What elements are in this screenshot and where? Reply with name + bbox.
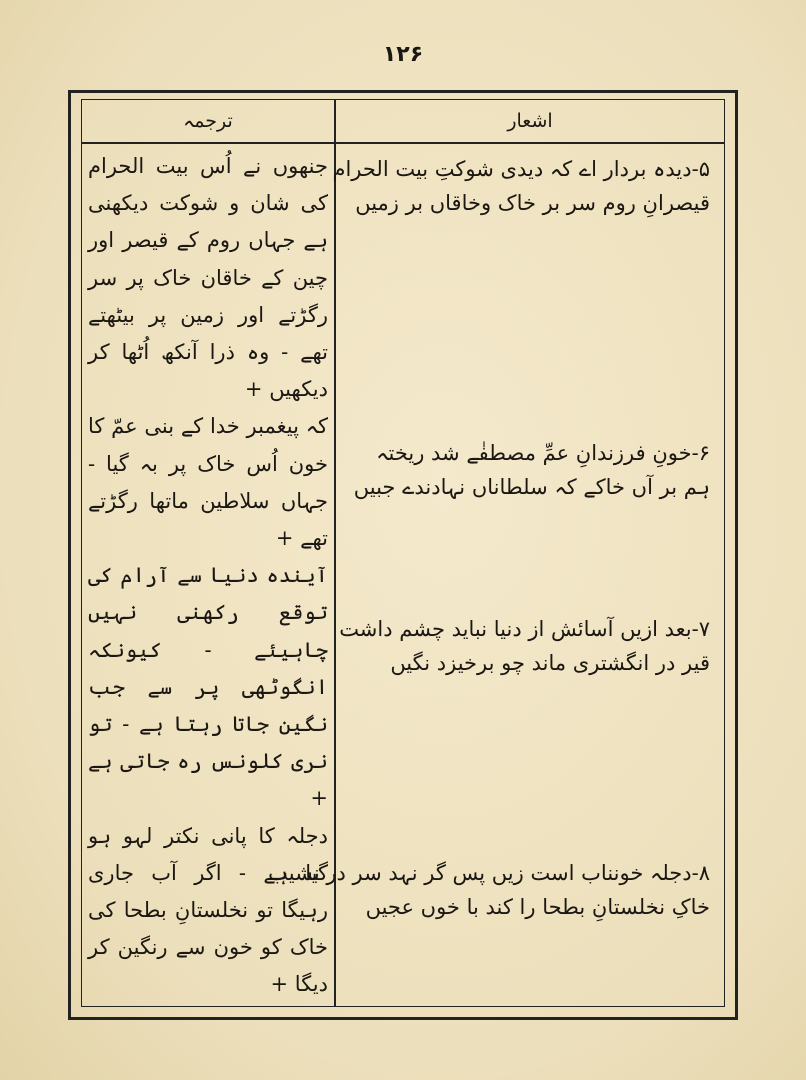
page-border-outer — [68, 90, 738, 1020]
verse-line: خاکِ نخلستانِ بطحا را کند با خوں عجیں — [365, 895, 710, 919]
table — [81, 99, 725, 1007]
verse-line: ہم بر آں خاکے کہ سلطاناں نہادندے جبیں — [353, 475, 710, 499]
verse-line: ۷-بعد ازیں آسائش از دنیا نباید چشم داشت — [339, 617, 710, 641]
translation-column-header: ترجمہ — [183, 110, 233, 132]
translation-5: جنھوں نے اُس بیت الحرام کی شان و شوکت دیکھنی ہے جہاں روم کے قیصر اور چین کے خاقان خاک پر سر رگڑتے اور زمین پر بیٹھتے تھے - وہ ذرا آنکھ اُٹھا کر دیکھیں + — [88, 154, 328, 402]
translation-6: کہ پیغمبر خدا کے بنی عمّ کا خون اُس خاک پر بہ گیا - جہاں سلاطین ماتھا رگڑتے تھے + — [88, 414, 328, 551]
page-number: ۱۲۶ — [382, 42, 424, 67]
verse-7 — [339, 612, 710, 680]
translation-7: آیندہ دنیا سے آرام کی توقع رکھنی نہیں چاہیئے - کیونکہ انگوٹھی پر سے جب نگین جاتا رہتا ہے - تو نری کلونس رہ جاتی ہے + — [88, 563, 328, 811]
verse-6 — [350, 436, 710, 504]
translation-8: دجلہ کا پانی نکتر لہو ہو گیا ہے - اگر آب جاری رہیگا تو نخلستانِ بطحا کی خاک کو خون سے رنگین کر دیگا + — [88, 823, 328, 997]
table-header — [82, 100, 724, 144]
verse-line: ۵-دیدہ بردار اے کہ دیدی شوکتِ بیت الحرام — [332, 157, 710, 181]
verse-line: قیر در انگشتری ماند چو برخیزد نگیں — [390, 651, 710, 675]
verse-line: ۶-خونِ فرزندانِ عمِّ مصطفٰے شد ریختہ — [376, 441, 710, 465]
verse-line: قیصرانِ روم سر بر خاک وخاقاں بر زمیں — [355, 191, 710, 215]
verse-8 — [268, 856, 710, 924]
verse-5 — [332, 152, 710, 220]
verses-column-header: اشعار — [507, 110, 553, 132]
verse-line: ۸-دجلہ خونناب است زیں پس گر نہد سر در نشیب — [268, 861, 710, 885]
